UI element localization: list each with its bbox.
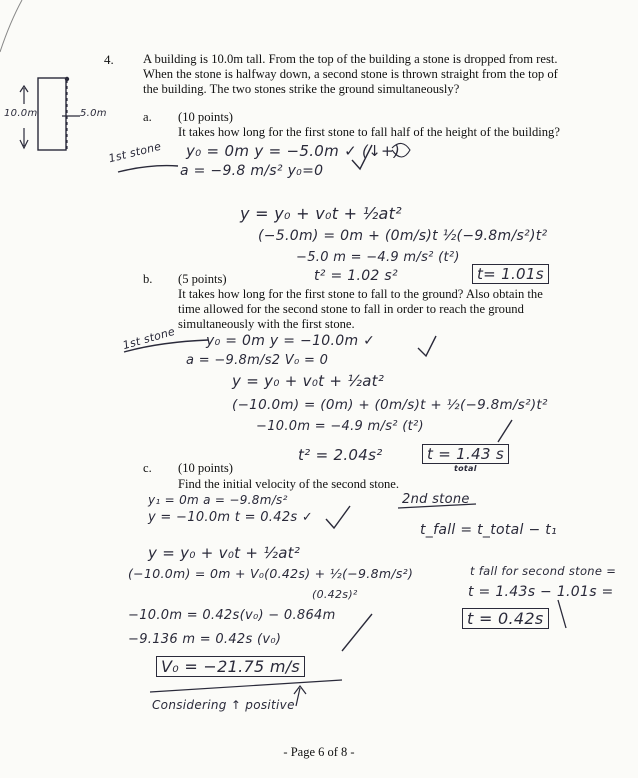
- part-a-line-5: −5.0 m = −4.9 m/s² (t²): [296, 250, 460, 265]
- part-a-label: a.: [143, 110, 152, 124]
- part-b-question-line-3: simultaneously with the first stone.: [178, 317, 355, 331]
- part-c-line-4: (−10.0m) = 0m + V₀(0.42s) + ½(−9.8m/s²): [128, 566, 414, 581]
- part-b-line-4: (−10.0m) = (0m) + (0m/s)t + ½(−9.8m/s²)t²: [232, 397, 548, 413]
- part-b-line-1: y₀ = 0m y = −10.0m ✓: [206, 333, 376, 349]
- sketch-height-label: 10.0m: [4, 108, 38, 119]
- part-b-line-6: t² = 2.04s²: [298, 446, 383, 464]
- part-a-line-6: t² = 1.02 s²: [314, 268, 398, 284]
- part-a-line-3: y = y₀ + v₀t + ½at²: [240, 204, 402, 223]
- part-a-question: It takes how long for the first stone to fall half of the height of the building?: [178, 125, 560, 139]
- part-b-label: b.: [143, 272, 153, 286]
- problem-number: 4.: [104, 52, 114, 67]
- side-answer: t = 0.42s: [462, 608, 549, 629]
- part-c-label: c.: [143, 461, 152, 475]
- part-b-answer-sub: total: [454, 464, 477, 473]
- problem-statement-line-1: A building is 10.0m tall. From the top of the building a stone is dropped from rest.: [143, 52, 558, 66]
- part-b-question-line-1: It takes how long for the first stone to fall to the ground? Also obtain the: [178, 287, 543, 301]
- part-b-question-line-2: time allowed for the second stone to fall in order to reach the ground: [178, 302, 524, 316]
- part-a-answer: t= 1.01s: [472, 264, 549, 284]
- part-a-points: (10 points): [178, 110, 233, 124]
- part-c-points: (10 points): [178, 461, 233, 475]
- side-line-3: t = 1.43s − 1.01s =: [468, 584, 614, 600]
- part-c-question: Find the initial velocity of the second stone.: [178, 477, 400, 491]
- part-a-line-2: a = −9.8 m/s² y₀=0: [180, 163, 324, 179]
- part-b-tag: 1st stone: [121, 324, 177, 353]
- part-b-answer-text: t = 1.43 s: [427, 445, 504, 463]
- side-line-1: t_fall = t_total − t₁: [420, 522, 557, 538]
- part-c-answer: V₀ = −21.75 m/s: [156, 656, 305, 677]
- part-c-line-6: −9.136 m = 0.42s (v₀): [128, 632, 282, 647]
- side-title: 2nd stone: [402, 492, 470, 507]
- part-b-points: (5 points): [178, 272, 227, 286]
- part-b-line-5: −10.0m = −4.9 m/s² (t²): [256, 419, 424, 434]
- side-line-2: t fall for second stone =: [470, 564, 617, 578]
- part-b-line-2: a = −9.8m/s2 V₀ = 0: [186, 353, 329, 368]
- part-c-line-3: y = y₀ + v₀t + ½at²: [148, 544, 301, 562]
- part-c-line-2: y = −10.0m t = 0.42s ✓: [148, 510, 314, 525]
- part-a-line-1: y₀ = 0m y = −5.0m ✓ (↓+): [186, 142, 401, 160]
- part-c-line-4b: (0.42s)²: [312, 588, 358, 601]
- sketch-half-label: 5.0m: [80, 108, 107, 119]
- part-b-answer: [422, 444, 509, 464]
- part-b-line-3: y = y₀ + v₀t + ½at²: [232, 372, 385, 390]
- part-a-line-4: (−5.0m) = 0m + (0m/s)t ½(−9.8m/s²)t²: [258, 228, 548, 244]
- part-c-line-1: y₁ = 0m a = −9.8m/s²: [148, 493, 288, 507]
- part-a-tag: 1st stone: [107, 139, 163, 166]
- page-footer: - Page 6 of 8 -: [283, 745, 355, 759]
- part-c-note: Considering ↑ positive: [152, 698, 295, 712]
- part-c-line-5: −10.0m = 0.42s(v₀) − 0.864m: [128, 608, 336, 623]
- problem-statement-line-3: the building. The two stones strike the ground simultaneously?: [143, 82, 460, 96]
- building-sketch: [38, 78, 66, 150]
- problem-statement-line-2: When the stone is halfway down, a second stone is thrown straight from the top of: [143, 67, 558, 81]
